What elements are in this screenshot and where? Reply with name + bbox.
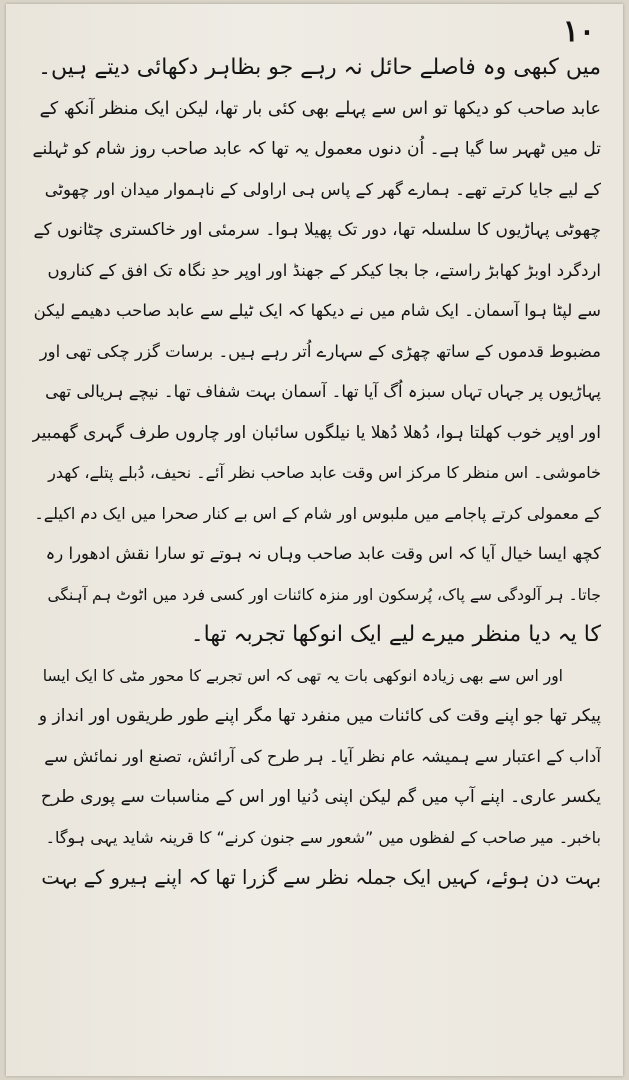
page-number: ۱۰ — [562, 14, 595, 49]
text-line: سے لپٹا ہوا آسمان۔ ایک شام میں نے دیکھا کہ ایک ٹیلے سے عابد صاحب دھیمے لیکن — [33, 301, 601, 320]
text-line: عابد صاحب کو دیکھا تو اس سے پہلے بھی کئی بار تھا، لیکن ایک منظر آنکھ کے — [39, 98, 601, 119]
text-line: کا یہ دیا منظر میرے لیے ایک انوکھا تجربہ تھا۔ — [190, 622, 601, 647]
text-line: مضبوط قدموں کے ساتھ چھڑی کے سہارے اُتر رہے ہیں۔ برسات گزر چکی تھی اور — [39, 341, 601, 361]
text-line: پہاڑیوں پر جہاں تہاں سبزہ اُگ آیا تھا۔ آسمان بہت شفاف تھا۔ نیچے ہریالی تھی — [45, 382, 601, 401]
body-text — [32, 48, 601, 899]
book-page — [6, 4, 623, 1076]
text-line: خاموشی۔ اس منظر کا مرکز اس وقت عابد صاحب نظر آئے۔ نحیف، دُبلے پتلے، کھدر — [48, 463, 601, 482]
text-line: پیکر تھا جو اپنے وقت کی کائنات میں منفرد تھا مگر اپنے طور طریقوں اور انداز و — [38, 706, 601, 726]
text-line: یکسر عاری۔ اپنے آپ میں گم لیکن اپنی دُنیا اور اس کے مناسبات سے پوری طرح — [40, 787, 601, 807]
text-line: کچھ ایسا خیال آیا کہ اس وقت عابد صاحب وہاں نہ ہوتے تو سارا نقش ادھورا رہ — [45, 544, 601, 563]
text-line: باخبر۔ میر صاحب کے لفظوں میں ”شعور سے جنون کرنے“ کا قرینہ شاید یہی ہوگا۔ — [45, 827, 601, 847]
text-line: جاتا۔ ہر آلودگی سے پاک، پُرسکون اور منزہ کائنات اور کسی فرد میں اٹوٹ ہم آہنگی — [47, 585, 601, 604]
text-line: میں کبھی وہ فاصلے حائل نہ رہے جو بظاہر دکھائی دیتے ہیں۔ — [38, 55, 601, 80]
text-line: کے لیے جایا کرتے تھے۔ ہمارے گھر کے پاس ہی اراولی کے ناہموار میدان اور چھوٹی — [44, 179, 601, 199]
text-line: اردگرد اوبڑ کھابڑ راستے، جا بجا کیکر کے جھنڈ اور اوپر حدِ نگاہ تک افق کے کناروں — [47, 260, 601, 280]
text-line: کے معمولی کرتے پاجامے میں ملبوس اور شام کے اس بے کنار صحرا میں ایک دم اکیلے۔ — [34, 503, 601, 523]
text-line: اور اس سے بھی زیادہ انوکھی بات یہ تھی کہ اس تجربے کا محور مٹی کا ایک ایسا — [42, 666, 563, 685]
text-line: آداب کے اعتبار سے ہمیشہ عام نظر آیا۔ ہر طرح کی آرائش، تصنع اور نمائش سے — [44, 746, 601, 766]
text-line: اور اوپر خوب کھلتا ہوا، دُھلا دُھلا یا نیلگوں سائبان اور چاروں طرف گہری گھمبیر — [32, 422, 601, 443]
text-line: بہت دن ہوئے، کہیں ایک جملہ نظر سے گزرا تھا کہ اپنے ہیرو کے بہت — [41, 866, 601, 889]
text-line: تل میں ٹھہر سا گیا ہے۔ اُن دنوں معمول یہ تھا کہ عابد صاحب روز شام کو ٹہلنے — [32, 139, 601, 159]
text-line: چھوٹی پہاڑیوں کا سلسلہ تھا، دور تک پھیلا ہوا۔ سرمئی اور خاکستری چٹانوں کے — [33, 220, 601, 240]
